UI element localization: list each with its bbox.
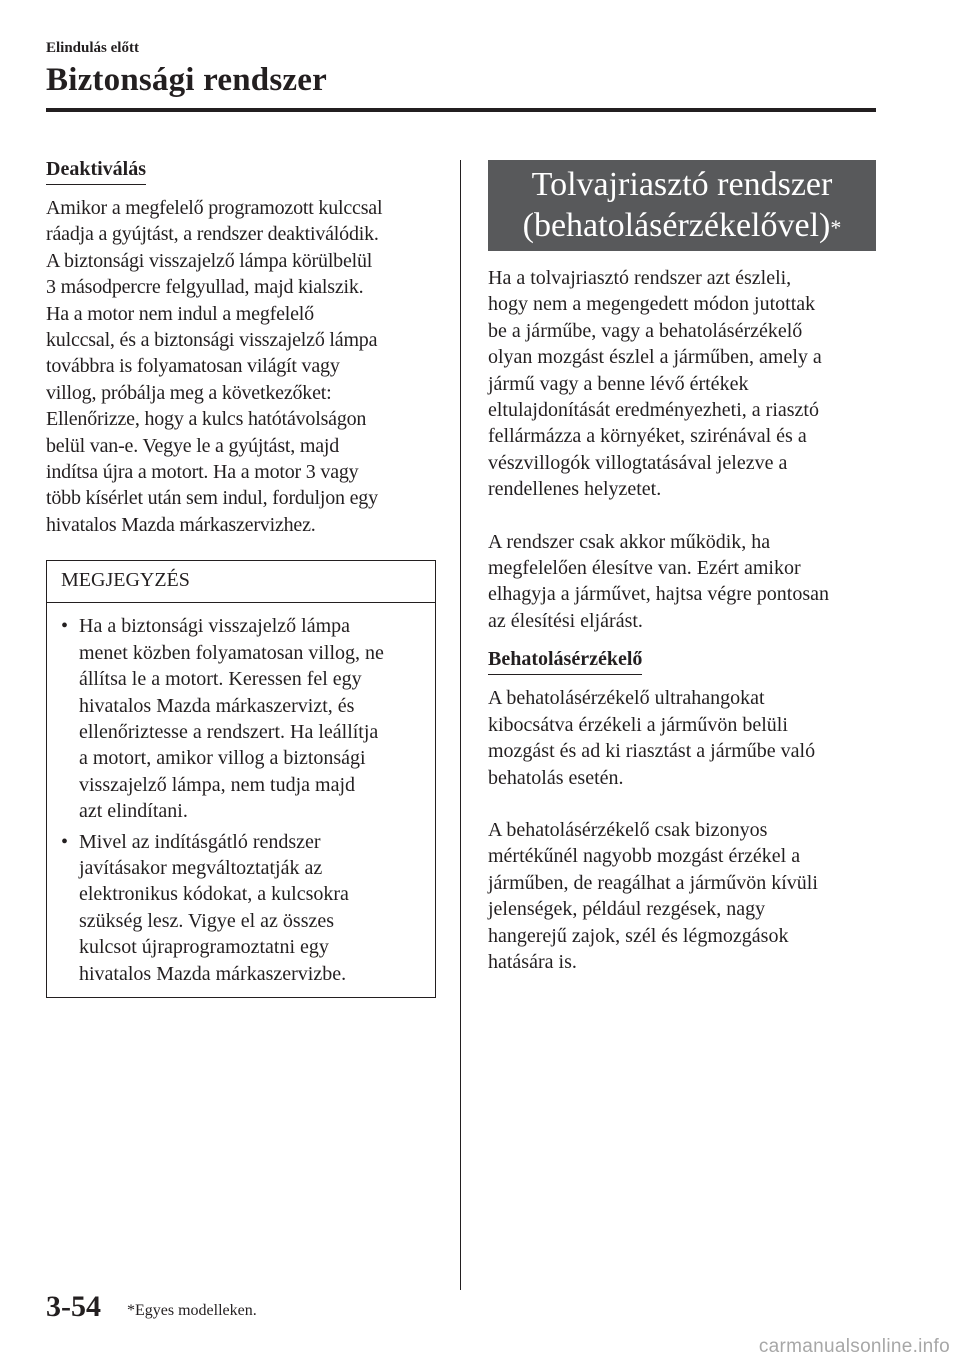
note-box xyxy=(46,560,436,998)
banner-line xyxy=(488,205,876,246)
subheading-wrapper xyxy=(488,648,878,675)
text-line: A behatolásérzékelő ultrahangokat xyxy=(488,687,765,710)
text-line: indítsa újra a motort. Ha a motor 3 vagy xyxy=(46,461,359,484)
sensor-paragraph xyxy=(488,685,878,791)
section-banner xyxy=(488,160,876,251)
text-line: hangerejű zajok, szél és légmozgások xyxy=(488,924,789,947)
deactivation-paragraph xyxy=(46,195,436,538)
column-divider xyxy=(460,160,461,1290)
note-item xyxy=(59,613,425,824)
text-line: Ha a tolvajriasztó rendszer azt észleli, xyxy=(488,267,792,289)
text-line: visszajelző lámpa, nem tudja majd xyxy=(79,773,356,796)
asterisk-mark: * xyxy=(830,215,842,240)
text-line: kulccsal, és a biztonsági visszajelző lámpa xyxy=(46,329,378,352)
text-line: A biztonsági visszajelző lámpa körülbelül xyxy=(46,249,373,272)
text-line: Mivel az indításgátló rendszer xyxy=(79,830,321,853)
text-line: Ha a biztonsági visszajelző lámpa xyxy=(79,615,351,638)
right-column xyxy=(488,160,878,975)
text-line: ellenőriztesse a rendszert. Ha leállítja xyxy=(79,720,379,743)
text-line: eltulajdonítását eredményezheti, a riasztó xyxy=(488,399,819,422)
banner-line: Tolvajriasztó rendszer xyxy=(531,166,833,203)
sensor-limits-paragraph xyxy=(488,817,878,975)
text-line: elhagyja a járművet, hajtsa végre pontosan xyxy=(488,583,829,606)
note-item xyxy=(59,829,425,987)
text-line: villog, próbálja meg a következőket: xyxy=(46,381,332,404)
text-line: rendellenes helyzetet. xyxy=(488,478,662,501)
text-line: elektronikus kódokat, a kulcsokra xyxy=(79,883,349,906)
footnote: *Egyes modelleken. xyxy=(127,1302,257,1319)
header-rule xyxy=(46,108,876,112)
text-line: több kísérlet után sem indul, forduljon egy xyxy=(46,487,378,510)
arming-paragraph xyxy=(488,529,878,635)
text-line: továbbra is folyamatosan világít vagy xyxy=(46,355,340,378)
text-line: olyan mozgást észlel a járműben, amely a xyxy=(488,346,822,369)
text-line: jármű vagy a benne lévő értékek xyxy=(488,372,749,395)
text-line: Ha a motor nem indul a megfelelő xyxy=(46,302,314,325)
text-line: ráadja a gyújtást, a rendszer deaktiválódik. xyxy=(46,223,379,246)
text-line: mozgást és ad ki riasztást a járműbe való xyxy=(488,740,816,763)
page-title: Biztonsági rendszer xyxy=(46,62,327,98)
text-line: szükség lesz. Vigye el az összes xyxy=(79,909,335,932)
text-line: 3 másodpercre felgyullad, majd kialszik. xyxy=(46,276,364,299)
text-line: állítsa le a motort. Keressen fel egy xyxy=(79,668,362,691)
subheading-deactivation: Deaktiválás xyxy=(46,158,146,185)
text-line: javításakor megváltoztatják az xyxy=(79,856,323,879)
text-line: kulcsot újraprogramoztatni egy xyxy=(79,936,329,959)
banner-text: (behatolásérzékelővel) xyxy=(522,207,831,244)
text-line: hivatalos Mazda márkaszervizbe. xyxy=(79,962,347,985)
text-line: hogy nem a megengedett módon jutottak xyxy=(488,293,816,316)
text-line: az élesítési eljárást. xyxy=(488,609,643,632)
bullet-icon: • xyxy=(61,830,69,853)
watermark: carmanualsonline.info xyxy=(758,1336,950,1357)
note-list xyxy=(47,603,435,997)
text-line: behatolás esetén. xyxy=(488,766,624,789)
text-line: fellármázza a környéket, szirénával és a xyxy=(488,425,807,448)
bullet-icon: • xyxy=(61,615,69,638)
text-line: vészvillogók villogtatásával jelezve a xyxy=(488,451,788,474)
text-line: megfelelően élesítve van. Ezért amikor xyxy=(488,557,801,580)
page-number: 3-54 xyxy=(46,1290,101,1323)
subheading-intrusion-sensor: Behatolásérzékelő xyxy=(488,648,642,675)
text-line: hivatalos Mazda márkaszervizt, és xyxy=(79,694,355,717)
text-line: Ellenőrizze, hogy a kulcs hatótávolságon xyxy=(46,408,367,431)
text-line: mértékűnél nagyobb mozgást érzékel a xyxy=(488,845,801,868)
text-line: kibocsátva érzékeli a járművön belüli xyxy=(488,713,788,736)
text-line: hivatalos Mazda márkaszervizhez. xyxy=(46,513,316,536)
text-line: Amikor a megfelelő programozott kulccsal xyxy=(46,197,383,219)
text-line: be a járműbe, vagy a behatolásérzékelő xyxy=(488,319,803,342)
text-line: A rendszer csak akkor működik, ha xyxy=(488,530,771,553)
note-title: MEGJEGYZÉS xyxy=(47,561,435,603)
text-line: A behatolásérzékelő csak bizonyos xyxy=(488,818,768,841)
text-line: belül van-e. Vegye le a gyújtást, majd xyxy=(46,434,340,457)
chapter-label: Elindulás előtt xyxy=(46,40,139,56)
text-line: menet közben folyamatosan villog, ne xyxy=(79,641,384,664)
text-line: hatására is. xyxy=(488,950,577,973)
text-line: járműben, de reagálhat a járművön kívüli xyxy=(488,871,818,894)
text-line: jelenségek, például rezgések, nagy xyxy=(488,898,766,921)
text-line: a motort, amikor villog a biztonsági xyxy=(79,747,366,770)
left-column xyxy=(46,158,436,998)
text-line: azt elindítani. xyxy=(79,800,188,823)
alarm-intro-paragraph xyxy=(488,265,878,503)
